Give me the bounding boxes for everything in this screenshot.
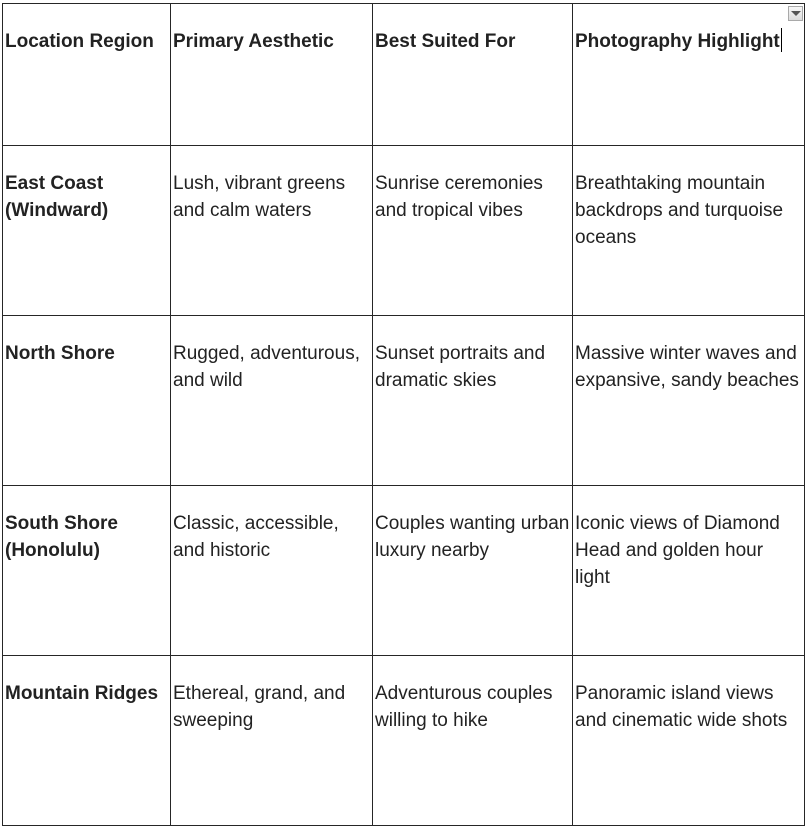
cell-highlight[interactable]: Breathtaking mountain backdrops and turquoise oceans xyxy=(573,146,805,316)
header-cell-primary-aesthetic[interactable] xyxy=(171,4,373,146)
cell-highlight[interactable]: Panoramic island views and cinematic wide shots xyxy=(573,656,805,826)
document-table-container xyxy=(2,3,805,826)
header-cell-best-suited-for[interactable] xyxy=(373,4,573,146)
cell-aesthetic[interactable]: Lush, vibrant greens and calm waters xyxy=(171,146,373,316)
table-row xyxy=(3,486,805,656)
table-row xyxy=(3,656,805,826)
header-label: Location Region xyxy=(5,31,154,52)
header-cell-photography-highlight[interactable] xyxy=(573,4,805,146)
header-label: Best Suited For xyxy=(375,31,516,52)
cell-region[interactable]: North Shore xyxy=(3,316,171,486)
header-cell-location-region[interactable] xyxy=(3,4,171,146)
text-cursor xyxy=(781,28,782,52)
cell-best-for[interactable]: Sunrise ceremonies and tropical vibes xyxy=(373,146,573,316)
cell-highlight[interactable]: Iconic views of Diamond Head and golden hour light xyxy=(573,486,805,656)
table-row xyxy=(3,146,805,316)
table-header-row xyxy=(3,4,805,146)
header-label: Photography Highlight xyxy=(575,31,780,52)
cell-aesthetic[interactable]: Rugged, adventurous, and wild xyxy=(171,316,373,486)
table-row xyxy=(3,316,805,486)
chevron-down-icon xyxy=(791,11,801,16)
cell-highlight[interactable]: Massive winter waves and expansive, sandy beaches xyxy=(573,316,805,486)
cell-region[interactable]: Mountain Ridges xyxy=(3,656,171,826)
cell-best-for[interactable]: Sunset portraits and dramatic skies xyxy=(373,316,573,486)
location-comparison-table xyxy=(2,3,805,826)
header-label: Primary Aesthetic xyxy=(173,31,334,52)
cell-region[interactable]: East Coast (Windward) xyxy=(3,146,171,316)
cell-aesthetic[interactable]: Ethereal, grand, and sweeping xyxy=(171,656,373,826)
column-menu-button[interactable] xyxy=(788,6,803,21)
cell-best-for[interactable]: Adventurous couples willing to hike xyxy=(373,656,573,826)
cell-region[interactable]: South Shore (Honolulu) xyxy=(3,486,171,656)
cell-best-for[interactable]: Couples wanting urban luxury nearby xyxy=(373,486,573,656)
cell-aesthetic[interactable]: Classic, accessible, and historic xyxy=(171,486,373,656)
